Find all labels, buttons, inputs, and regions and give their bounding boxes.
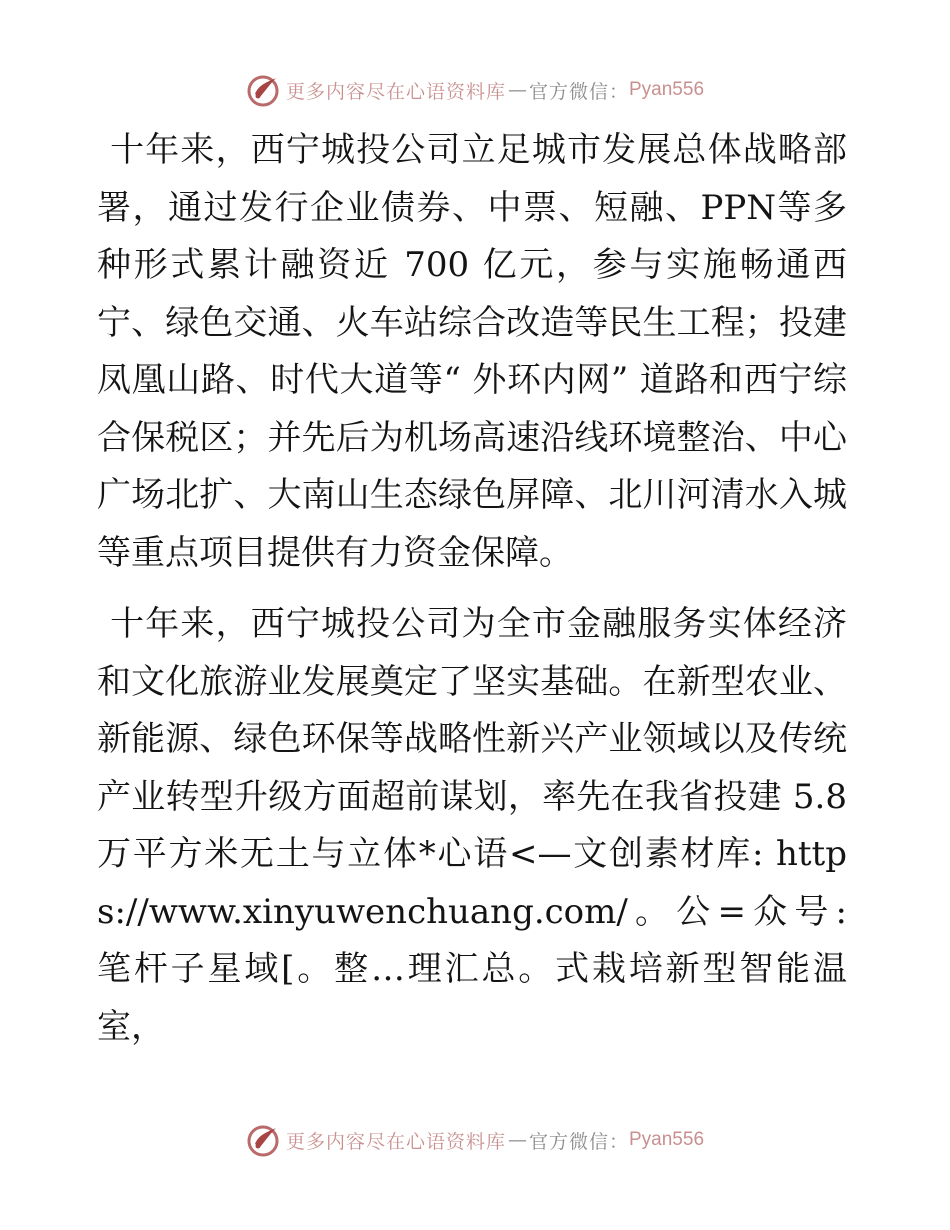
watermark-text: 更多内容尽在心语资料库 bbox=[285, 1130, 506, 1153]
watermark-text: 更多内容尽在心语资料库 bbox=[285, 80, 506, 103]
paragraph-1 bbox=[97, 122, 847, 582]
paragraph-2 bbox=[97, 596, 847, 1056]
watermark-account-label: 官方微信： bbox=[528, 1130, 629, 1153]
paragraph-text: 十年来，西宁城投公司为全市金融服务实体经济和文化旅游业发展奠定了坚实基础。在新型农业、新能源、绿色环保等战略性新兴产业领域以及传统产业转型升级方面超前谋划，率先在我省投建 5.8 万平方米无土与立体*心语<—文创素材库: https://www.xinyuwenchuang.com/。公=众号: 笔杆子星域[。整…理汇总。式栽培新型智能温室， bbox=[97, 604, 847, 1047]
logo-icon bbox=[246, 1122, 282, 1158]
document-body bbox=[97, 122, 847, 1070]
watermark-separator: — bbox=[507, 1129, 527, 1151]
watermark-account-id: Pyan556 bbox=[629, 1129, 705, 1150]
logo-icon bbox=[246, 72, 282, 108]
footer-watermark bbox=[0, 1120, 950, 1160]
watermark-account-id: Pyan556 bbox=[629, 79, 705, 100]
watermark-account-label: 官方微信： bbox=[528, 80, 629, 103]
watermark-separator: — bbox=[507, 79, 527, 101]
header-watermark bbox=[0, 70, 950, 110]
paragraph-text: 十年来，西宁城投公司立足城市发展总体战略部署，通过发行企业债券、中票、短融、PPN等多种形式累计融资近 700 亿元，参与实施畅通西宁、绿色交通、火车站综合改造等民生工程；投建凤凰山路、时代大道等“ 外环内网” 道路和西宁综合保税区；并先后为机场高速沿线环境整治、中心广场北扩、大南山生态绿色屏障、北川河清水入城等重点项目提供有力资金保障。 bbox=[97, 130, 847, 573]
